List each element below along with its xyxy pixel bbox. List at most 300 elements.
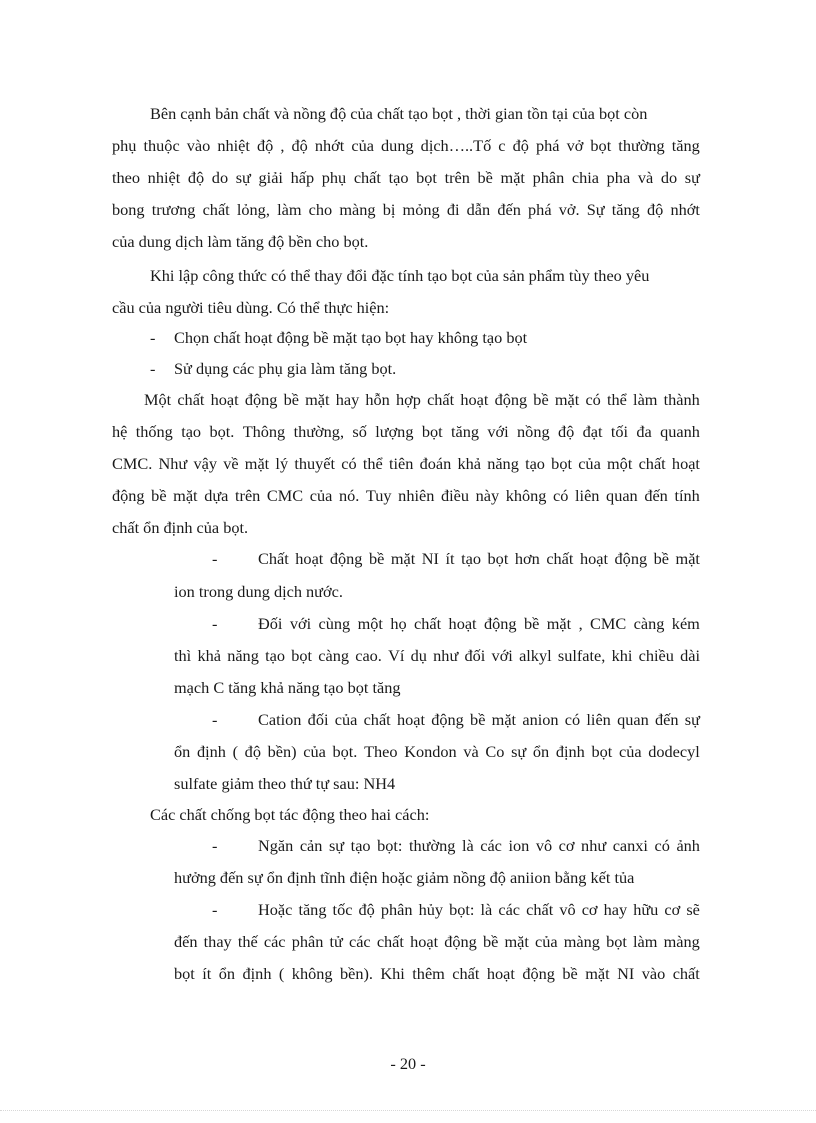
word: dịch…..Tố bbox=[420, 136, 492, 155]
word: động bbox=[431, 710, 464, 729]
word: nhớt bbox=[670, 200, 700, 219]
word: phân bbox=[532, 168, 565, 187]
word: đa bbox=[636, 422, 652, 441]
word: phân bbox=[380, 900, 413, 919]
word: các bbox=[480, 836, 502, 855]
word: các bbox=[348, 932, 371, 951]
bullet-dash: - bbox=[150, 328, 156, 347]
word: , bbox=[280, 136, 285, 155]
word: hợp bbox=[395, 390, 421, 409]
word: không bbox=[505, 486, 547, 505]
word: giải bbox=[258, 168, 283, 187]
word: chia bbox=[571, 168, 600, 187]
word: phá bbox=[535, 136, 560, 155]
word: phân bbox=[291, 932, 324, 951]
word: Sự bbox=[586, 200, 605, 219]
word: dodecyl bbox=[648, 742, 700, 761]
word: độ bbox=[512, 136, 529, 155]
word: bọt bbox=[591, 742, 613, 761]
word: nhiệt bbox=[217, 136, 250, 155]
word: và bbox=[463, 742, 479, 761]
word: Co bbox=[485, 742, 505, 761]
word: đạt bbox=[582, 422, 603, 441]
page-number: - 20 - bbox=[390, 1054, 426, 1073]
paragraph-line-justified bbox=[112, 168, 700, 188]
word: bọt bbox=[590, 136, 612, 155]
word: Chất bbox=[258, 549, 289, 568]
word: tạo bbox=[525, 454, 545, 473]
word: bọt bbox=[606, 932, 627, 951]
word: tốc bbox=[332, 900, 353, 919]
word: càng bbox=[633, 614, 665, 633]
word: ion bbox=[508, 836, 530, 855]
word: hấp bbox=[290, 168, 315, 187]
bullet-item: Chọn chất hoạt động bề mặt tạo bọt hay không tạo bọt bbox=[174, 328, 528, 347]
word: không bbox=[291, 964, 333, 983]
paragraph-line: cầu của người tiêu dùng. Có thể thực hiện: bbox=[112, 298, 390, 317]
word: trên bbox=[235, 486, 261, 505]
section-line: Các chất chống bọt tác động theo hai cách: bbox=[150, 805, 430, 824]
word: sulfate, bbox=[557, 646, 606, 665]
word: CMC bbox=[266, 486, 304, 505]
word: do bbox=[660, 168, 678, 187]
bullet-item: Sử dụng các phụ gia làm tăng bọt. bbox=[174, 359, 397, 378]
bullet-item-justified bbox=[258, 710, 700, 730]
word: Cation bbox=[258, 710, 302, 729]
word: có bbox=[553, 486, 569, 505]
word: nhiên bbox=[398, 486, 435, 505]
word: nhớt bbox=[314, 136, 345, 155]
word: màng bbox=[663, 932, 700, 951]
word: của bbox=[309, 486, 333, 505]
paragraph-line-justified bbox=[112, 422, 700, 442]
word: Hoặc bbox=[258, 900, 293, 919]
word: c bbox=[498, 136, 506, 155]
word: hoạt bbox=[486, 964, 515, 983]
word: hay bbox=[603, 900, 628, 919]
word: cản bbox=[299, 836, 323, 855]
paragraph-line-justified bbox=[144, 390, 700, 410]
word: cơ bbox=[664, 900, 681, 919]
word: tăng bbox=[671, 136, 700, 155]
word: liên bbox=[586, 710, 611, 729]
paragraph-line: Bên cạnh bản chất và nồng độ của chất tạo bọt , thời gian tồn tại của bọt còn bbox=[150, 104, 648, 123]
word: khi bbox=[611, 646, 633, 665]
word: bọt: bbox=[449, 900, 475, 919]
word: ( bbox=[278, 964, 285, 983]
word: lý bbox=[275, 454, 289, 473]
word: mặt bbox=[546, 614, 572, 633]
word: sự bbox=[328, 836, 345, 855]
word: càng bbox=[318, 646, 349, 665]
word: động bbox=[444, 932, 477, 951]
word: Đối bbox=[258, 614, 283, 633]
word: vậy bbox=[193, 454, 217, 473]
word: độ bbox=[646, 200, 664, 219]
word: ( bbox=[232, 742, 238, 761]
word: chất bbox=[414, 614, 442, 633]
word: tăng bbox=[611, 200, 640, 219]
word: lượng bbox=[375, 422, 414, 441]
word: động bbox=[244, 390, 278, 409]
word: vô bbox=[535, 836, 553, 855]
word: các bbox=[263, 932, 286, 951]
word: mặt bbox=[491, 710, 517, 729]
word: về bbox=[223, 454, 239, 473]
bullet-dash: - bbox=[150, 359, 156, 378]
word: đến bbox=[654, 710, 679, 729]
paragraph-line: Khi lập công thức có thể thay đổi đặc tính tạo bọt của sản phẩm tùy theo yêu bbox=[150, 266, 650, 285]
word: Như bbox=[158, 454, 188, 473]
word: là bbox=[461, 836, 474, 855]
word: thường, bbox=[293, 422, 345, 441]
word: như bbox=[433, 646, 459, 665]
word: của bbox=[303, 742, 326, 761]
word: cơ bbox=[558, 836, 575, 855]
word: thành bbox=[663, 390, 700, 409]
word: NI bbox=[617, 964, 635, 983]
bullet-continuation: hưởng đến sự ổn định tĩnh điện hoặc giảm nồng độ aniion bằng kết tủa bbox=[174, 868, 635, 887]
word: vô bbox=[559, 900, 576, 919]
word: hoạt bbox=[396, 710, 425, 729]
word: của bbox=[618, 742, 642, 761]
word: bọt. bbox=[209, 422, 235, 441]
bullet-item-justified bbox=[258, 900, 700, 920]
word: mặt bbox=[500, 168, 525, 187]
word: tính bbox=[674, 486, 700, 505]
word: thuộc bbox=[143, 136, 180, 155]
word: định bbox=[196, 742, 226, 761]
word: là bbox=[480, 900, 493, 919]
word: hay bbox=[335, 390, 360, 409]
word: Một bbox=[144, 390, 172, 409]
word: độ bbox=[358, 900, 375, 919]
word: chất bbox=[177, 390, 205, 409]
word: đi bbox=[446, 200, 460, 219]
word: dẫn bbox=[466, 200, 491, 219]
word: thường bbox=[618, 136, 665, 155]
word: chất bbox=[353, 168, 381, 187]
bullet-continuation-justified bbox=[174, 964, 700, 984]
word: bị bbox=[382, 200, 396, 219]
word: ổn bbox=[174, 742, 191, 761]
word: động bbox=[494, 390, 528, 409]
word: CMC bbox=[590, 614, 627, 633]
word: tối bbox=[610, 422, 629, 441]
word: mặt bbox=[675, 549, 700, 568]
word: cao. bbox=[355, 646, 382, 665]
word: canxi bbox=[612, 836, 648, 855]
word: bọt bbox=[551, 454, 572, 473]
word: trương bbox=[151, 200, 196, 219]
word: hệ bbox=[112, 422, 128, 441]
word: có bbox=[585, 390, 601, 409]
word: bề bbox=[470, 710, 486, 729]
word: số bbox=[352, 422, 367, 441]
bullet-dash: - bbox=[212, 614, 218, 633]
word: cùng bbox=[318, 614, 351, 633]
bullet-dash: - bbox=[212, 710, 218, 729]
paragraph-line-justified bbox=[112, 136, 700, 156]
word: mặt bbox=[585, 964, 610, 983]
word: theo bbox=[112, 168, 141, 187]
word: khả bbox=[457, 454, 481, 473]
word: bong bbox=[112, 200, 145, 219]
word: hủy bbox=[418, 900, 444, 919]
word: bọt. bbox=[332, 742, 358, 761]
word: anion bbox=[522, 710, 559, 729]
word: pha bbox=[606, 168, 631, 187]
word: Theo bbox=[364, 742, 398, 761]
word: tạo bbox=[181, 422, 202, 441]
word: mặt bbox=[554, 390, 580, 409]
word: đến bbox=[644, 486, 668, 505]
word: của bbox=[351, 136, 374, 155]
word: cho bbox=[308, 200, 333, 219]
word: năng bbox=[227, 646, 259, 665]
bullet-continuation-justified bbox=[174, 932, 700, 952]
word: sự bbox=[684, 168, 700, 187]
word: đoán bbox=[419, 454, 452, 473]
word: động bbox=[329, 549, 363, 568]
word: dụ bbox=[410, 646, 427, 665]
word: hơn bbox=[514, 549, 540, 568]
word: bề bbox=[653, 549, 669, 568]
word: bề bbox=[368, 549, 385, 568]
bullet-dash: - bbox=[212, 549, 218, 568]
word: các bbox=[498, 900, 521, 919]
word: có bbox=[341, 454, 357, 473]
word: độ bbox=[291, 136, 308, 155]
bullet-dash: - bbox=[212, 836, 218, 855]
paragraph-line-justified bbox=[112, 200, 700, 220]
word: khả bbox=[197, 646, 221, 665]
word: vở. bbox=[558, 200, 580, 219]
word: đối bbox=[307, 710, 329, 729]
word: dựa bbox=[204, 486, 229, 505]
word: có bbox=[564, 710, 581, 729]
paragraph-line-justified bbox=[112, 454, 700, 474]
paragraph-line: chất ổn định của bọt. bbox=[112, 518, 249, 537]
word: , bbox=[578, 614, 583, 633]
word: dài bbox=[680, 646, 700, 665]
word: Thông bbox=[242, 422, 286, 441]
word: bề bbox=[477, 168, 493, 187]
word: bọt bbox=[291, 646, 313, 665]
word: sự bbox=[511, 742, 527, 761]
word: mặt bbox=[390, 549, 416, 568]
word: thể bbox=[606, 390, 627, 409]
word: hữu bbox=[633, 900, 659, 919]
word: thế bbox=[237, 932, 258, 951]
word: kém bbox=[671, 614, 700, 633]
word: alkyl bbox=[519, 646, 552, 665]
word: với bbox=[491, 646, 513, 665]
word: vào bbox=[641, 964, 666, 983]
word: chất bbox=[427, 390, 455, 409]
word: có bbox=[654, 836, 670, 855]
word: sự bbox=[235, 168, 251, 187]
word: bọt bbox=[416, 168, 437, 187]
word: ổn bbox=[218, 964, 236, 983]
word: Ngăn bbox=[258, 836, 294, 855]
word: bề bbox=[523, 614, 540, 633]
word: chất bbox=[526, 900, 554, 919]
word: CMC. bbox=[112, 454, 153, 473]
word: mặt bbox=[173, 486, 198, 505]
word: điều bbox=[440, 486, 469, 505]
word: tiên bbox=[388, 454, 414, 473]
word: mặt bbox=[305, 390, 330, 409]
word: của bbox=[578, 454, 601, 473]
word: quan bbox=[606, 486, 638, 505]
paragraph-line: của dung dịch làm tăng độ bền cho bọt. bbox=[112, 232, 369, 251]
word: bọt bbox=[421, 422, 443, 441]
word: như bbox=[581, 836, 607, 855]
word: đến bbox=[174, 932, 198, 951]
bullet-continuation: mạch C tăng khả năng tạo bọt tăng bbox=[174, 678, 401, 697]
word: Khi bbox=[380, 964, 405, 983]
word: mặt bbox=[244, 454, 270, 473]
word: ổn bbox=[532, 742, 550, 761]
word: tăng bbox=[451, 422, 480, 441]
word: bọt bbox=[174, 964, 195, 983]
word: Tuy bbox=[365, 486, 392, 505]
word: chất bbox=[376, 932, 404, 951]
word: quanh bbox=[660, 422, 700, 441]
word: bề bbox=[533, 390, 549, 409]
word: độ bbox=[187, 168, 205, 187]
word: tử bbox=[329, 932, 343, 951]
word: màng bbox=[339, 200, 376, 219]
word: động bbox=[522, 964, 555, 983]
word: bề bbox=[482, 932, 499, 951]
word: hoạt bbox=[210, 390, 239, 409]
page-bottom-divider bbox=[0, 1110, 816, 1111]
word: đến bbox=[497, 200, 521, 219]
word: bề bbox=[562, 964, 578, 983]
bullet-item-justified bbox=[258, 614, 700, 634]
word: ít bbox=[445, 549, 455, 568]
word: động bbox=[614, 549, 648, 568]
word: làm bbox=[633, 932, 658, 951]
word: liên bbox=[575, 486, 600, 505]
word: mặt bbox=[504, 932, 529, 951]
word: chất bbox=[546, 549, 574, 568]
word: ảnh bbox=[676, 836, 700, 855]
word: chất bbox=[452, 964, 480, 983]
word: định bbox=[555, 742, 585, 761]
word: do bbox=[211, 168, 229, 187]
word: tạo bbox=[388, 168, 409, 187]
word: hoạt bbox=[448, 614, 477, 633]
word: và bbox=[637, 168, 654, 187]
word: nó. bbox=[338, 486, 360, 505]
word: làm bbox=[277, 200, 302, 219]
word: bọt: bbox=[377, 836, 403, 855]
word: năng bbox=[487, 454, 519, 473]
word: phụ bbox=[112, 136, 137, 155]
word: sẽ bbox=[686, 900, 700, 919]
word: làm bbox=[633, 390, 658, 409]
word: thường bbox=[409, 836, 456, 855]
word: thay bbox=[203, 932, 232, 951]
word: động bbox=[112, 486, 145, 505]
word: chất bbox=[202, 200, 230, 219]
word: họ bbox=[390, 614, 407, 633]
word: độ bbox=[256, 136, 274, 155]
word: với bbox=[487, 422, 509, 441]
bullet-continuation: sulfate giảm theo thứ tự sau: NH4 bbox=[174, 774, 396, 793]
word: của bbox=[334, 710, 358, 729]
word: bề bbox=[151, 486, 167, 505]
word: hoạt bbox=[410, 932, 439, 951]
word: chất bbox=[672, 964, 700, 983]
word: bền). bbox=[339, 964, 373, 983]
word: chất bbox=[363, 710, 391, 729]
word: một bbox=[357, 614, 383, 633]
bullet-continuation: ion trong dung dịch nước. bbox=[174, 582, 343, 601]
word: Kondon bbox=[404, 742, 457, 761]
word: vở bbox=[566, 136, 584, 155]
word: thể bbox=[362, 454, 383, 473]
word: NI bbox=[421, 549, 439, 568]
word: trên bbox=[444, 168, 470, 187]
word: tạo bbox=[350, 836, 371, 855]
word: đối bbox=[464, 646, 486, 665]
word: phá bbox=[528, 200, 552, 219]
word: với bbox=[289, 614, 312, 633]
word: sự bbox=[684, 710, 700, 729]
word: Ví bbox=[388, 646, 405, 665]
bullet-continuation-justified bbox=[174, 646, 700, 666]
word: hoạt bbox=[579, 549, 608, 568]
word: thêm bbox=[412, 964, 445, 983]
word: thuyết bbox=[294, 454, 336, 473]
word: tăng bbox=[298, 900, 327, 919]
word: của bbox=[535, 932, 558, 951]
word: nồng bbox=[517, 422, 550, 441]
word: thống bbox=[135, 422, 173, 441]
word: một bbox=[607, 454, 633, 473]
word: ít bbox=[202, 964, 212, 983]
word: định bbox=[242, 964, 272, 983]
word: tạo bbox=[461, 549, 481, 568]
bullet-dash: - bbox=[212, 900, 218, 919]
word: lỏng, bbox=[236, 200, 270, 219]
bullet-continuation-justified bbox=[174, 742, 700, 762]
word: phụ bbox=[321, 168, 347, 187]
word: hoạt bbox=[460, 390, 489, 409]
word: bền) bbox=[267, 742, 297, 761]
word: vào bbox=[186, 136, 211, 155]
word: bề bbox=[283, 390, 299, 409]
paragraph-line-justified bbox=[112, 486, 700, 506]
word: này bbox=[475, 486, 500, 505]
bullet-item-justified bbox=[258, 836, 700, 856]
word: độ bbox=[557, 422, 575, 441]
word: cơ bbox=[581, 900, 598, 919]
word: nhiệt bbox=[147, 168, 181, 187]
word: quan bbox=[617, 710, 649, 729]
bullet-item-justified bbox=[258, 549, 700, 569]
word: động bbox=[483, 614, 517, 633]
word: bọt bbox=[487, 549, 509, 568]
word: màng bbox=[563, 932, 600, 951]
word: hỗn bbox=[365, 390, 390, 409]
word: tạo bbox=[265, 646, 285, 665]
word: hoạt bbox=[671, 454, 700, 473]
